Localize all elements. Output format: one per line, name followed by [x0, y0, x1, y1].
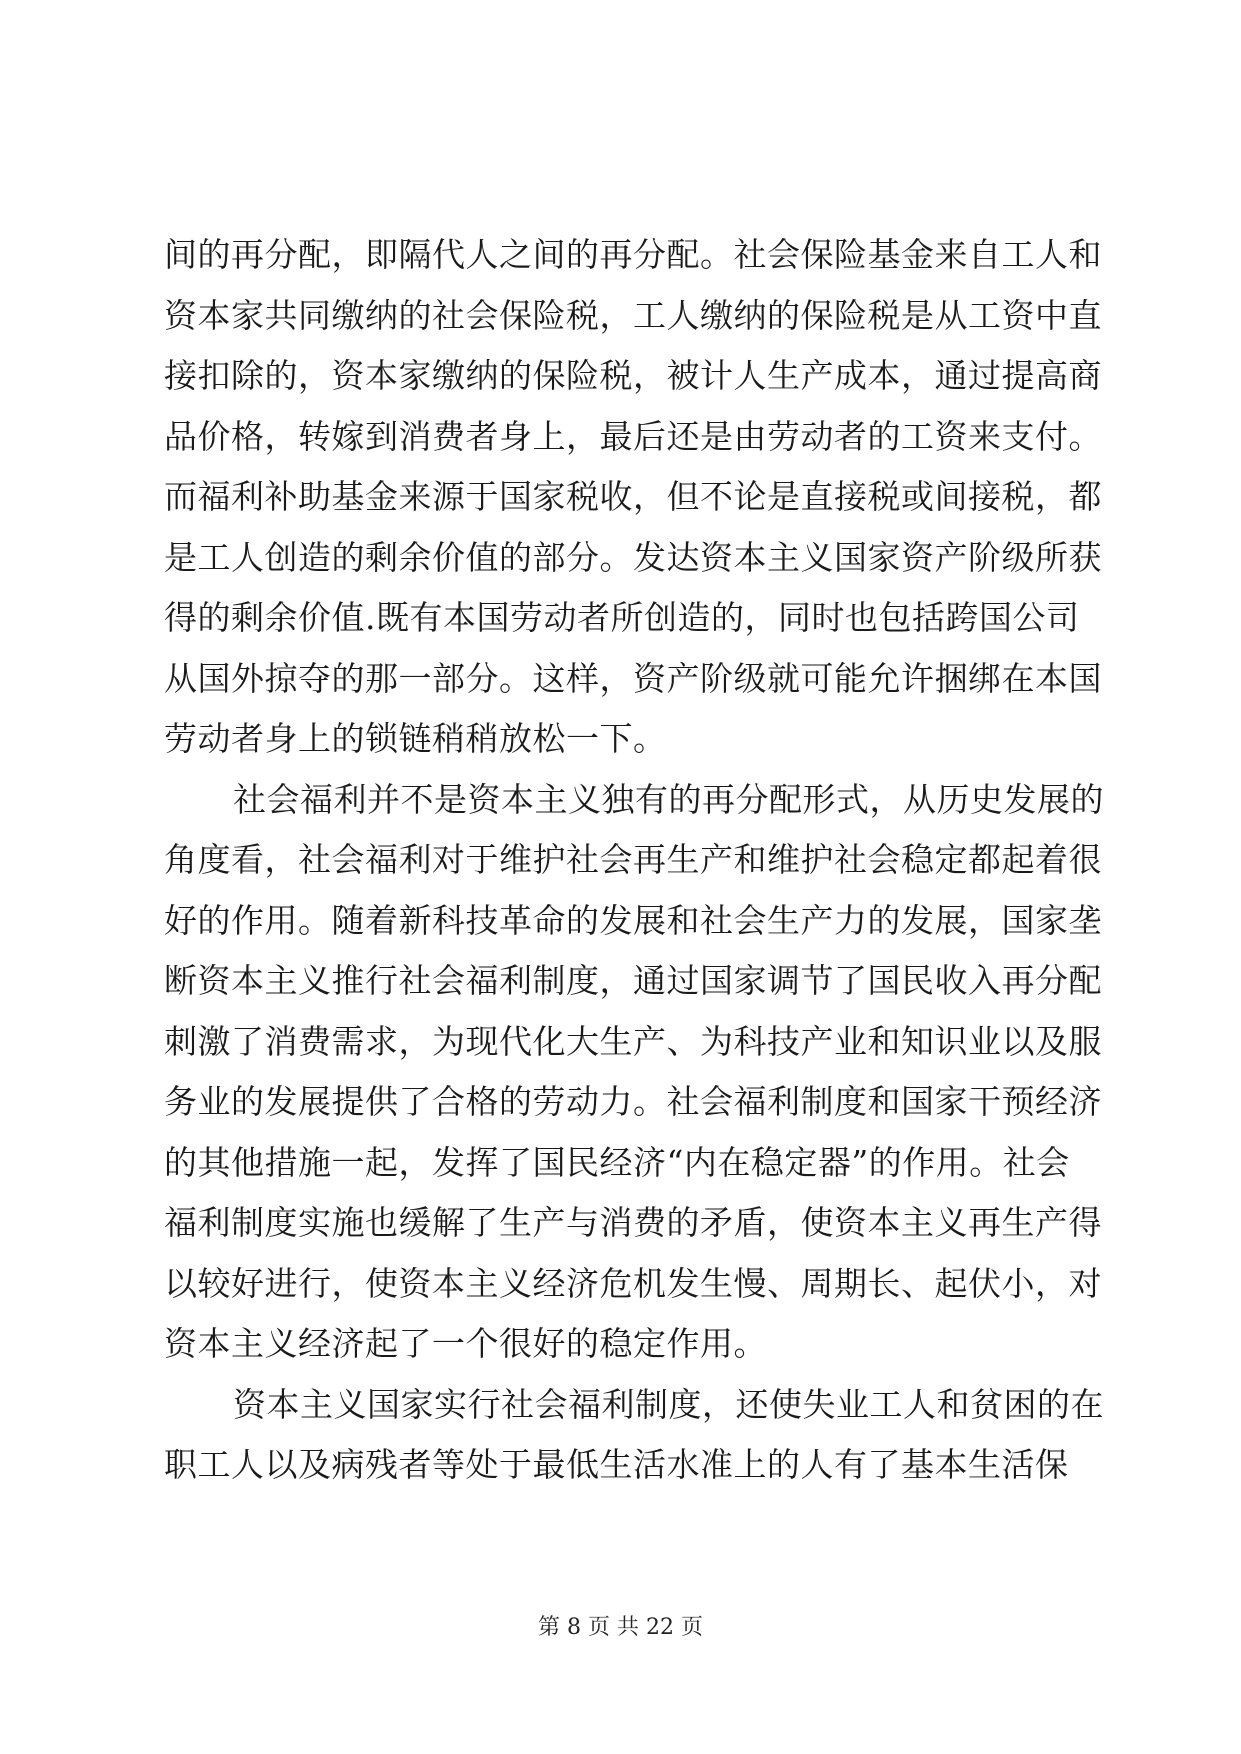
page-number-footer: 第 8 页 共 22 页	[538, 1615, 703, 1640]
text-line: 品价格，转嫁到消费者身上，最后还是由劳动者的工资来支付。	[164, 416, 1102, 456]
text-line: 务业的发展提供了合格的劳动力。社会福利制度和国家干预经济	[164, 1082, 1102, 1121]
text-line: 的其他措施一起，发挥了国民经济“内在稳定器”的作用。社会	[164, 1142, 1070, 1182]
text-line: 社会福利并不是资本主义独有的再分配形式，从历史发展的	[233, 779, 1104, 819]
text-line: 接扣除的，资本家缴纳的保险税，被计人生产成本，通过提高商	[164, 356, 1102, 395]
paragraph-1	[164, 225, 1102, 770]
text-line: 职工人以及病残者等处于最低生活水准上的人有了基本生活保	[164, 1445, 1069, 1484]
text-line: 从国外掠夺的那一部分。这样，资产阶级就可能允许捆绑在本国	[164, 658, 1102, 698]
document-body	[164, 225, 1104, 1496]
text-line: 以较好进行，使资本主义经济危机发生慢、周期长、起伏小，对	[164, 1263, 1102, 1303]
text-line: 间的再分配，即隔代人之间的再分配。社会保险基金来自工人和	[164, 235, 1102, 274]
text-line: 资本家共同缴纳的社会保险税，工人缴纳的保险税是从工资中直	[164, 295, 1102, 335]
text-line: 而福利补助基金来源于国家税收，但不论是直接税或间接税，都	[164, 477, 1102, 516]
paragraph-3	[164, 1375, 1104, 1496]
text-line: 断资本主义推行社会福利制度，通过国家调节了国民收入再分配	[164, 961, 1102, 1000]
text-line: 好的作用。随着新科技革命的发展和社会生产力的发展，国家垄	[164, 900, 1102, 940]
text-line: 劳动者身上的锁链稍稍放松一下。	[164, 719, 667, 758]
text-line: 刺激了消费需求，为现代化大生产、为科技产业和知识业以及服	[164, 1021, 1102, 1061]
text-line: 得的剩余价值.既有本国劳动者所创造的，同时也包括跨国公司	[164, 598, 1080, 637]
paragraph-2	[164, 770, 1104, 1375]
text-line: 资本主义经济起了一个很好的稳定作用。	[164, 1324, 767, 1363]
text-line: 福利制度实施也缓解了生产与消费的矛盾，使资本主义再生产得	[164, 1203, 1102, 1242]
text-line: 是工人创造的剩余价值的部分。发达资本主义国家资产阶级所获	[164, 537, 1102, 577]
text-line: 资本主义国家实行社会福利制度，还使失业工人和贫困的在	[233, 1384, 1104, 1424]
text-line: 角度看，社会福利对于维护社会再生产和维护社会稳定都起着很	[164, 840, 1102, 879]
